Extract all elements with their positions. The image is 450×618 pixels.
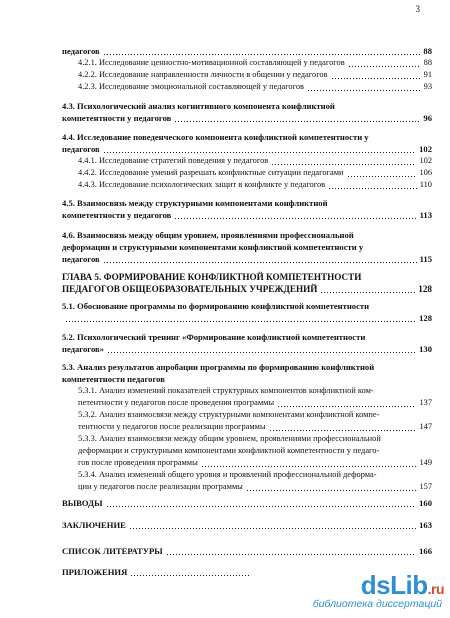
- toc-entry: [62, 241, 432, 253]
- toc-entry-page: 166: [419, 546, 432, 556]
- toc-entry: [62, 300, 432, 312]
- toc-entry-title: 5.3.3. Анализ взаимосвязи между общим уровнем, проявлениями профессиональной: [78, 434, 381, 443]
- toc-entry: [62, 197, 432, 209]
- toc-entry-page: 96: [423, 113, 432, 123]
- toc-entry-title: педагогов: [62, 144, 100, 154]
- toc-entry-title: ции у педагогов после реализации программы: [78, 482, 243, 491]
- toc-entry: [62, 545, 432, 557]
- toc-entry-page: 160: [419, 498, 432, 508]
- toc-entry-title: 4.6. Взаимосвязь между общим уровнем, проявлениями профессиональной: [62, 230, 354, 240]
- toc-entry-title: 4.5. Взаимосвязь между структурными компонентами конфликтной: [62, 198, 328, 208]
- toc-entry-page: 102: [419, 144, 432, 154]
- toc-entry-page: 128: [419, 313, 432, 323]
- toc-entry: [62, 271, 432, 283]
- toc-entry: [78, 445, 432, 457]
- toc-entry-title: ВЫВОДЫ: [62, 498, 103, 508]
- toc-entry-title: 4.2.2. Исследование направленности личности в общении у педагогов: [78, 70, 328, 79]
- toc-entry-title: 4.3. Психологический анализ когнитивного компонента конфликтной: [62, 101, 335, 111]
- toc-entry: [78, 469, 432, 481]
- toc-entry-page: 88: [423, 58, 432, 67]
- toc-entry-page: 128: [418, 284, 432, 294]
- toc-entry-title: гов после проведения программы: [78, 458, 198, 467]
- toc-leader-dots: [246, 481, 417, 493]
- toc-entry-title: деформации и структурными компонентами конфликтной компетентности у: [62, 242, 364, 252]
- toc-entry: [62, 497, 432, 509]
- toc-entry: [62, 112, 432, 124]
- toc-entry-title: компетентности у педагогов: [62, 113, 172, 123]
- toc-leader-dots: [331, 69, 421, 81]
- toc-entry-page: 106: [419, 168, 432, 177]
- toc-entry-title: 5.3.2. Анализ взаимосвязи между структурными компонентами конфликтной компе-: [78, 410, 380, 419]
- toc-entry-page: 115: [419, 254, 432, 264]
- toc-entry-page: 157: [419, 482, 432, 491]
- toc-entry-title: ГЛАВА 5. ФОРМИРОВАНИЕ КОНФЛИКТНОЙ КОМПЕТЕНТНОСТИ: [62, 272, 362, 282]
- toc-entry: [78, 421, 432, 433]
- toc-entry-title: 4.2.3. Исследование эмоциональной составляющей у педагогов: [78, 82, 304, 91]
- toc-entry-title: 5.3.4. Анализ изменений общего уровня и проявлений профессиональной деформа-: [78, 470, 377, 479]
- toc-entry-title: 5.1. Обоснование программы по формированию конфликтной компетентности: [62, 301, 370, 311]
- toc-entry: [78, 81, 432, 93]
- toc-entry-page: 137: [419, 398, 432, 407]
- toc-entry-title: деформации и структурными компонентами конфликтной компетентности у педаго-: [78, 446, 380, 455]
- toc-entry-title: 4.2.1. Исследование ценностно-мотивационной составляющей у педагогов: [78, 58, 345, 67]
- toc-entry: [78, 409, 432, 421]
- toc-entry: [78, 457, 432, 469]
- toc-entry: [78, 155, 432, 167]
- toc-entry-title: 4.4.3. Исследование психологических защит в конфликте у педагогов: [78, 180, 326, 189]
- toc-leader-dots: [174, 209, 416, 221]
- dslib-logo: dsLib.ru: [360, 570, 444, 600]
- toc-entry-title: 4.4.1. Исследование стратегий поведения у педагогов: [78, 156, 269, 165]
- toc-entry-title: тентности у педагогов после реализации программы: [78, 422, 266, 431]
- toc-entry-title: 4.4.2. Исследование умений разрешать конфликтные ситуации педагогами: [78, 168, 344, 177]
- toc-leader-dots: [348, 57, 421, 69]
- page-number: 3: [415, 4, 420, 14]
- toc-entry: [78, 179, 432, 191]
- toc-leader-dots: [130, 566, 250, 578]
- toc-entry-title: педагогов: [62, 254, 100, 264]
- toc-entry: [62, 253, 432, 265]
- toc-entry-title: ПЕДАГОГОВ ОБЩЕОБРАЗОВАТЕЛЬНЫХ УЧРЕЖДЕНИЙ: [62, 284, 318, 294]
- toc-entry-title: 5.2. Психологический тренинг «Формирование конфликтной компетентности: [62, 332, 366, 342]
- toc-entry-title: ПРИЛОЖЕНИЯ: [62, 567, 128, 577]
- toc-entry: [62, 312, 432, 324]
- toc-entry-title: педагогов»: [62, 344, 104, 354]
- toc-entry-page: 163: [419, 520, 432, 530]
- dslib-watermark: [284, 570, 444, 610]
- toc-entry: [78, 397, 432, 409]
- toc-entry: [62, 343, 432, 355]
- toc-entry-title: педагогов: [62, 46, 100, 56]
- toc-leader-dots: [271, 155, 416, 167]
- toc-entry: [62, 45, 432, 57]
- toc-leader-dots: [129, 519, 416, 531]
- toc-leader-dots: [347, 167, 417, 179]
- toc-entry-title: 5.3.1. Анализ изменений показателей структурных компонентов конфликтной ком-: [78, 386, 374, 395]
- toc-entry-title: ЗАКЛЮЧЕНИЕ: [62, 520, 126, 530]
- toc-entry-page: 93: [423, 82, 432, 91]
- toc-entry: [78, 481, 432, 493]
- toc-entry: [62, 283, 432, 295]
- toc-leader-dots: [106, 497, 417, 509]
- toc-entry: [62, 331, 432, 343]
- toc-entry-title: 4.4. Исследование поведенческого компонента конфликтной компетентности у: [62, 132, 369, 142]
- toc-leader-dots: [277, 397, 416, 409]
- toc-leader-dots: [103, 45, 421, 57]
- toc-entry: [62, 143, 432, 155]
- toc-leader-dots: [103, 143, 416, 155]
- toc-entry: [62, 519, 432, 531]
- toc-entry: [62, 229, 432, 241]
- toc-entry: [78, 57, 432, 69]
- toc-entry: [78, 433, 432, 445]
- toc-leader-dots: [103, 253, 417, 265]
- dslib-subtitle: библиотека диссертаций: [312, 598, 442, 610]
- toc-entry: [78, 69, 432, 81]
- toc-entry-page: 147: [419, 422, 432, 431]
- toc-leader-dots: [307, 81, 421, 93]
- toc-entry: [62, 361, 432, 373]
- toc-entry-title: компетентности у педагогов: [62, 210, 172, 220]
- toc-entry-page: 113: [419, 210, 432, 220]
- toc-entry-page: 102: [419, 156, 432, 165]
- toc-entry-title: 5.3. Анализ результатов апробации программы по формированию конфликтной: [62, 362, 375, 372]
- toc-entry-page: 91: [423, 70, 432, 79]
- toc-leader-dots: [269, 421, 417, 433]
- toc-leader-dots: [107, 343, 416, 355]
- toc-entry: [62, 100, 432, 112]
- toc-leader-dots: [328, 179, 417, 191]
- toc-entry-title: компетентности педагогов: [62, 374, 165, 384]
- toc-entry-page: 110: [419, 180, 432, 189]
- toc-entry: [62, 373, 432, 385]
- toc-entry-page: 130: [419, 344, 432, 354]
- toc-entry: [62, 209, 432, 221]
- toc-entry-title: СПИСОК ЛИТЕРАТУРЫ: [62, 546, 163, 556]
- toc-entry: [62, 131, 432, 143]
- toc-entry-title: петентности у педагогов после проведения программы: [78, 398, 275, 407]
- toc-entry: [78, 167, 432, 179]
- toc-leader-dots: [174, 112, 420, 124]
- toc-leader-dots: [320, 283, 415, 295]
- toc-leader-dots: [166, 545, 416, 557]
- toc-entry-page: 149: [419, 458, 432, 467]
- toc-entry: [78, 385, 432, 397]
- toc-leader-dots: [201, 457, 417, 469]
- toc-leader-dots: [65, 312, 416, 324]
- toc-entry-page: 88: [423, 46, 432, 56]
